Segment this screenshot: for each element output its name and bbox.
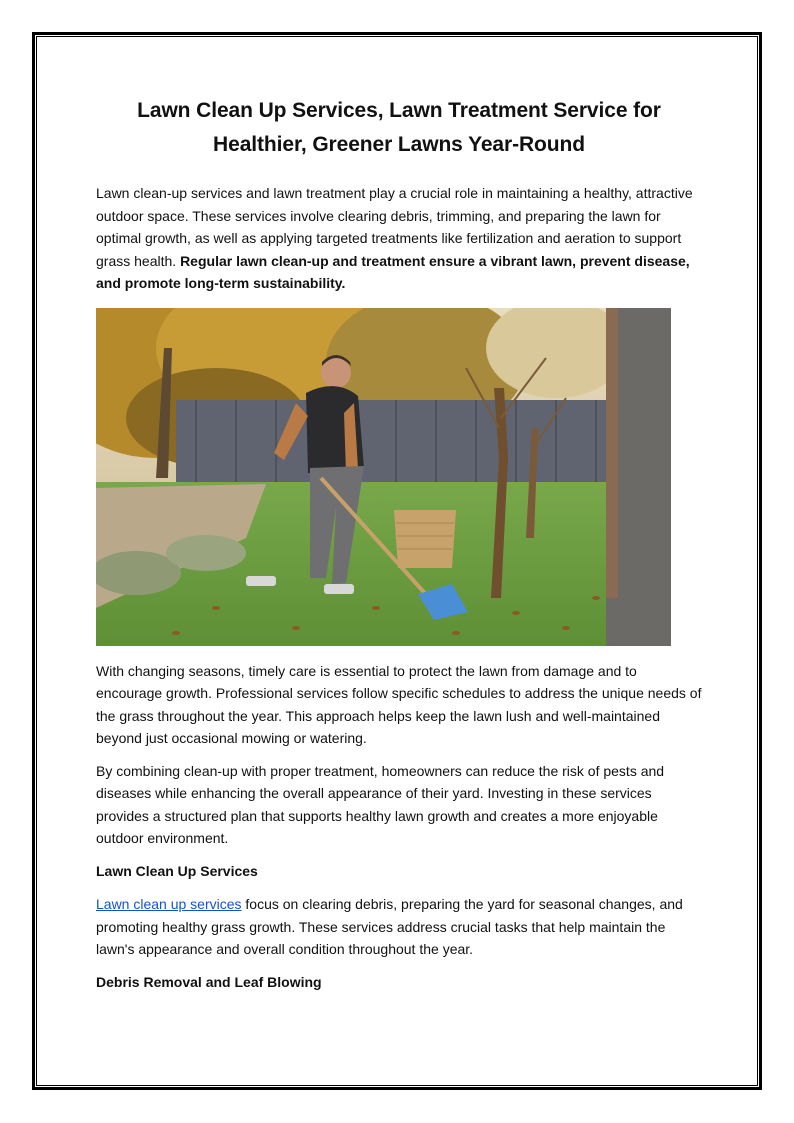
paragraph-benefits: By combining clean-up with proper treatment, homeowners can reduce the risk of pests and diseases while enhancing the overall appearance of their yard. Investing in these services provides a structured plan that supports healthy lawn growth and creates a more enjoyable outdoor environment. (96, 762, 665, 846)
intro-bold-text: Regular lawn clean-up and treatment ensure a vibrant lawn, prevent disease, and promote long-term sustainability. (96, 252, 690, 291)
section-heading-debris: Debris Removal and Leaf Blowing (96, 973, 322, 990)
title-line-1: Lawn Clean Up Services, Lawn Treatment Service for (137, 99, 661, 122)
article (96, 94, 702, 1004)
section-heading-clean-up: Lawn Clean Up Services (96, 862, 258, 879)
intro-paragraph (96, 182, 702, 295)
paragraph-seasons: With changing seasons, timely care is essential to protect the lawn from damage and to encourage growth. Professional services follow specific schedules to address the unique needs of the grass throughout the year. This approach helps keep the lawn lush and well-maintained beyond just occasional mowing or watering. (96, 662, 702, 746)
article-title (96, 94, 702, 162)
section-clean-up-text: focus on clearing debris, preparing the yard for seasonal changes, and promoting healthy grass growth. These services address crucial tasks that help maintain the lawn's appearance and overall condition throughout the year. (96, 896, 683, 957)
lawn-raking-photo (96, 308, 671, 646)
section-clean-up-body (96, 893, 702, 961)
lawn-clean-up-services-link[interactable]: Lawn clean up services (96, 896, 242, 912)
intro-text: Lawn clean-up services and lawn treatment play a crucial role in maintaining a healthy, attractive outdoor space. These services involve clearing debris, trimming, and preparing the lawn for optimal growth, as well as applying targeted treatments like fertilization and aeration to support grass health. (96, 185, 693, 269)
title-line-2: Healthier, Greener Lawns Year-Round (213, 133, 585, 156)
